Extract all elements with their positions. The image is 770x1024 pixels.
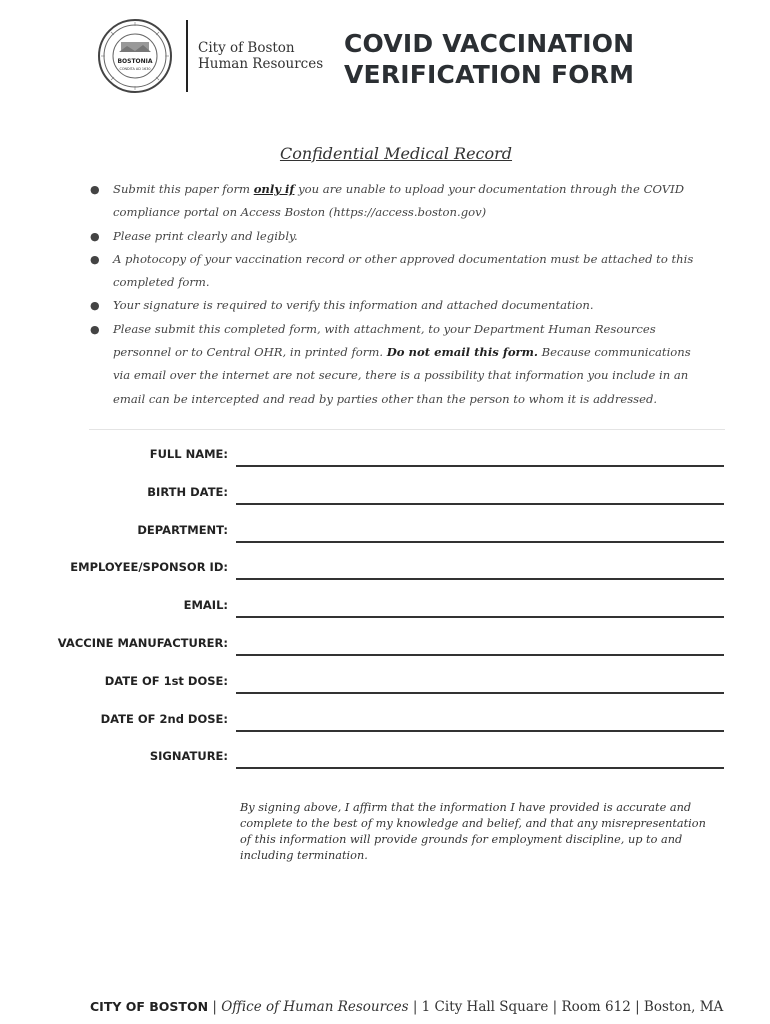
- signature-input-line[interactable]: [236, 767, 724, 769]
- field-label: SIGNATURE:: [149, 749, 228, 764]
- bullet-icon: ●: [90, 183, 100, 196]
- title-line-1: COVID VACCINATION: [344, 29, 635, 58]
- footer-separator: |: [208, 999, 222, 1015]
- vaccine-manufacturer-field: [0, 627, 770, 665]
- instruction-item: ● Please submit this completed form, with attachment, to your Department Human Resources personnel or to Central OHR, in printed form. Do not email this form. Because communications via email over the internet are not secure, there is a possibility that information you include in an email can be intercepted and read by parties other than the person to whom it is addressed.: [90, 318, 700, 411]
- email-input-line[interactable]: [236, 616, 724, 618]
- form-fields: [0, 438, 770, 778]
- footer-address: | 1 City Hall Square | Room 612 | Boston, MA: [408, 999, 724, 1015]
- bullet-icon: ●: [90, 322, 100, 336]
- instruction-item: ● A photocopy of your vaccination record or other approved documentation must be attached to this completed form.: [90, 248, 700, 295]
- field-label: FULL NAME:: [149, 447, 228, 461]
- department-input-line[interactable]: [236, 541, 724, 543]
- page-footer: [90, 999, 723, 1015]
- bullet-icon: ●: [90, 299, 100, 313]
- org-line-2: Human Resources: [198, 56, 324, 72]
- department-field: [0, 514, 770, 552]
- instruction-item: ● Please print clearly and legibly.: [90, 225, 700, 248]
- first-dose-date-input-line[interactable]: [236, 692, 724, 694]
- second-dose-date-input-line[interactable]: [236, 730, 724, 732]
- section-subtitle: Confidential Medical Record: [279, 144, 513, 163]
- instructions-list: [90, 178, 700, 411]
- city-seal-logo: [97, 18, 173, 94]
- field-label: EMAIL:: [183, 598, 228, 613]
- footer-city: CITY OF BOSTON: [90, 999, 209, 1014]
- employee-id-input-line[interactable]: [236, 578, 724, 580]
- birth-date-input-line[interactable]: [236, 503, 724, 505]
- organization-name: [198, 40, 323, 72]
- field-label: BIRTH DATE:: [147, 484, 228, 499]
- second-dose-date-field: [0, 703, 770, 741]
- bullet-icon: ●: [90, 252, 100, 266]
- full-name-field: [0, 438, 770, 476]
- emphasis-text: only if: [253, 182, 295, 196]
- field-label: EMPLOYEE/SPONSOR ID:: [70, 560, 228, 575]
- instruction-item: ● Submit this paper form only if you are unable to upload your documentation through the COVID compliance portal on Access Boston (https://access.boston.gov): [90, 178, 700, 225]
- first-dose-date-field: [0, 665, 770, 703]
- field-label: DEPARTMENT:: [137, 522, 228, 537]
- org-line-1: City of Boston: [198, 40, 295, 56]
- seal-text: BOSTONIA: [117, 58, 153, 65]
- warning-text: Do not email this form.: [386, 345, 538, 360]
- employee-id-field: [0, 551, 770, 589]
- seal-text-2: CONDITA AD 1630: [119, 67, 151, 71]
- form-title: [344, 28, 634, 90]
- section-rule: [89, 429, 725, 430]
- header-divider: [186, 20, 188, 92]
- email-field: [0, 589, 770, 627]
- full-name-input-line[interactable]: [236, 465, 724, 467]
- vaccine-manufacturer-input-line[interactable]: [236, 654, 724, 656]
- birth-date-field: [0, 476, 770, 514]
- signature-field: [0, 740, 770, 778]
- instruction-item: ● Your signature is required to verify this information and attached documentation.: [90, 294, 700, 317]
- field-label: DATE OF 1st DOSE:: [104, 673, 228, 688]
- field-label: VACCINE MANUFACTURER:: [57, 635, 228, 650]
- title-line-2: VERIFICATION FORM: [344, 60, 635, 89]
- footer-office: Office of Human Resources: [221, 999, 409, 1015]
- affirmation-statement: By signing above, I affirm that the information I have provided is accurate and complete to the best of my knowledge and belief, and that any misrepresentation of this information will provide grounds for employment discipline, up to and including termination.: [240, 801, 706, 862]
- bullet-icon: ●: [90, 229, 100, 243]
- field-label: DATE OF 2nd DOSE:: [100, 711, 228, 726]
